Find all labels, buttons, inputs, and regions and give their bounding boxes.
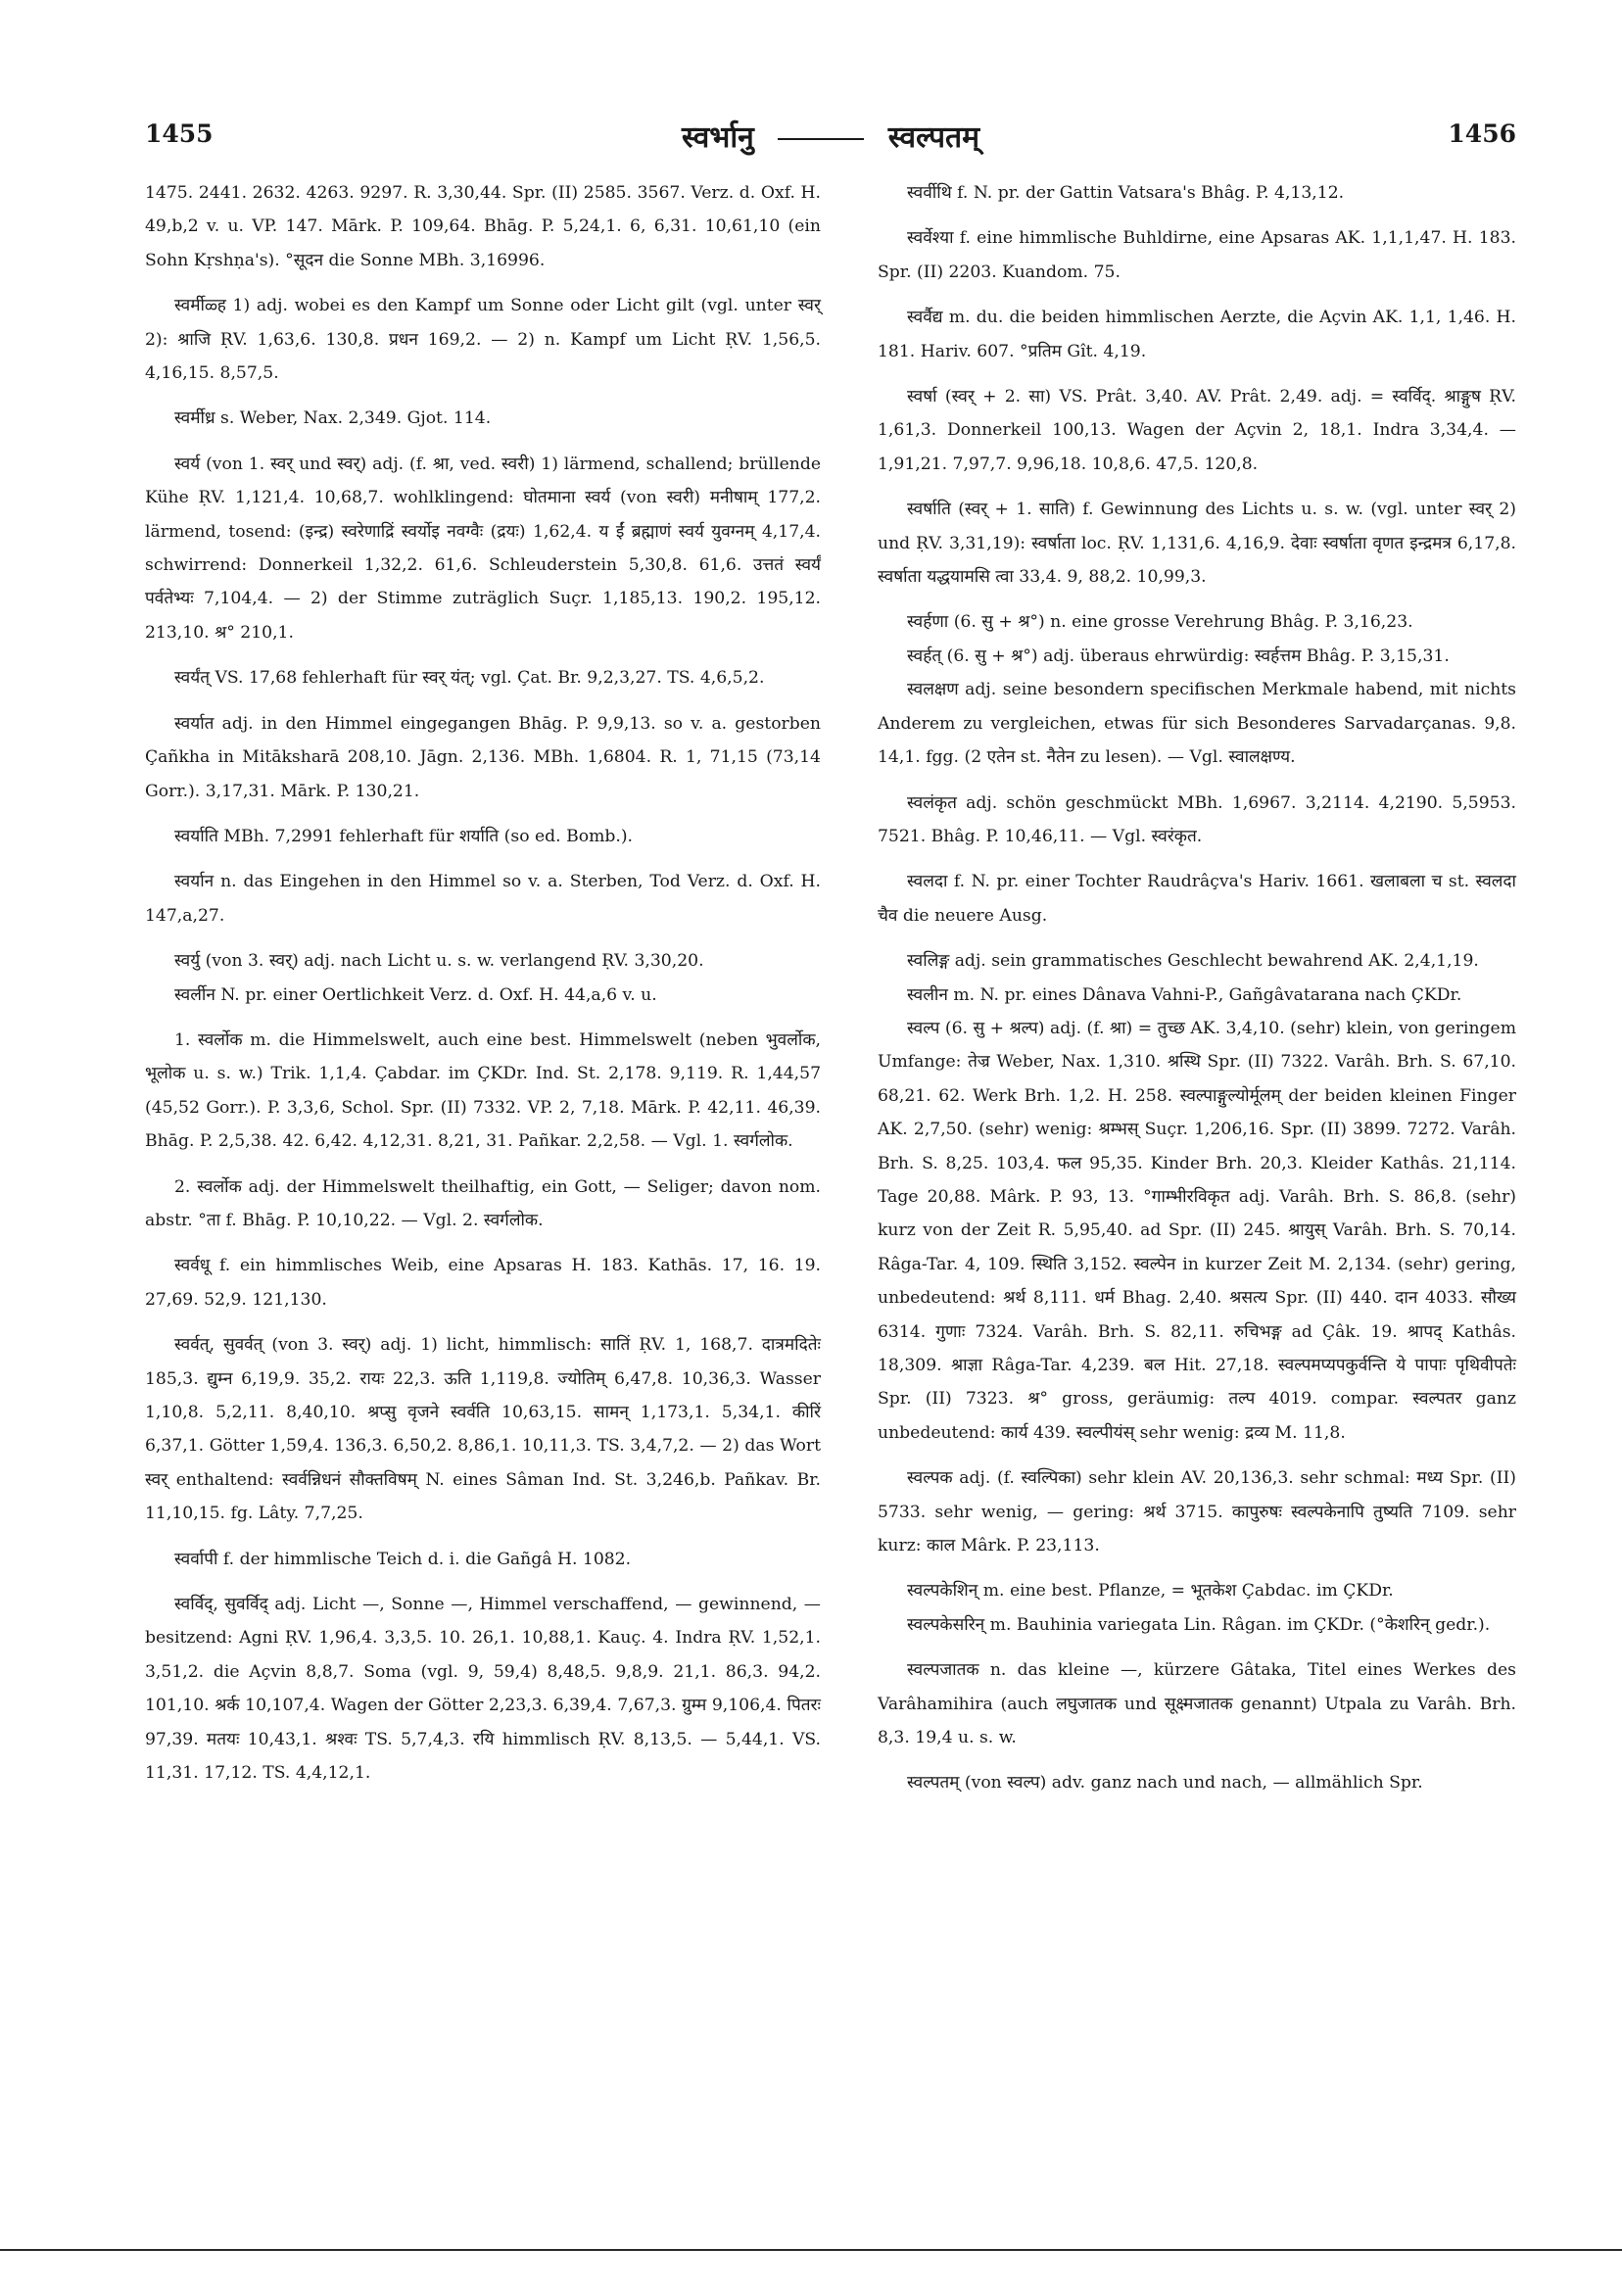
dictionary-entry: स्वलीन m. N. pr. eines Dânava Vahni-P., Gañgâvatarana nach ÇKDr. [907, 984, 1462, 1005]
dictionary-entry: स्वल्पकेसरिन् m. Bauhinia variegata Lin. Râgan. im ÇKDr. (°केशरिन् gedr.). [907, 1614, 1491, 1635]
dictionary-entry: 2. स्वर्लोक adj. der Himmelswelt theilhaftig, ein Gott, — Seliger; davon nom. abstr. °ता f. Bhāg. P. 10,10,22. — Vgl. 2. स्वर्गलोक. [145, 1176, 821, 1230]
running-headword-right: स्वल्पतम् [887, 120, 980, 155]
dictionary-entry: स्वर्यंत् VS. 17,68 fehlerhaft für स्वर् यंत्; vgl. Çat. Br. 9,2,3,27. TS. 4,6,5,2. [174, 668, 765, 689]
dictionary-entry: स्वर्वधू f. ein himmlisches Weib, eine Apsaras H. 183. Kathās. 17, 16. 19. 27,69. 52,9. 121,130. [145, 1256, 821, 1310]
dictionary-entry: स्वर्य (von 1. स्वर् und स्वर्) adj. (f. श्रा, ved. स्वरी) 1) lärmend, schallend; brüllende Kühe ṚV. 1,121,4. 10,68,7. wohlklingend: घोतमाना स्वर्य (von स्वरी) मनीषाम् 177,2. lärmend, tosend: (इन्द्र) स्वरेणाद्रिं स्वर्योइ नवग्वैः (द्रयः) 1,62,4. य ईं ब्रह्माणं स्वर्य युवग्नम् 4,17,4. schwirrend: Donnerkeil 1,32,2. 61,6. Schleuderstein 5,30,8. 61,6. उत्ततं स्वर्यं पर्वतेभ्यः 7,104,4. — 2) der Stimme zuträglich Suçr. 1,185,13. 190,2. 195,12. 213,10. श्र° 210,1. [145, 454, 821, 643]
dictionary-entry: स्वर्मीळ्ह 1) adj. wobei es den Kampf um Sonne oder Licht gilt (vgl. unter स्वर् 2): श्राजि ṚV. 1,63,6. 130,8. प्रधन 169,2. — 2) n. Kampf um Licht ṚV. 1,56,5. 4,16,15. 8,57,5. [145, 296, 821, 384]
dictionary-entry: स्वलक्षण adj. seine besondern specifischen Merkmale habend, mit nichts Anderem zu vergleichen, etwas für sich Besonderes Sarvadarçanas. 9,8. 14,1. fgg. (2 एतेन st. नैतेन zu lesen). — Vgl. स्वालक्षण्य. [878, 680, 1516, 768]
dictionary-entry: स्वलदा f. N. pr. einer Tochter Raudrâçva's Hariv. 1661. खलाबला च st. स्वलदा चैव die neuere Ausg. [878, 872, 1516, 926]
dictionary-entry: स्वर्वीथि f. N. pr. der Gattin Vatsara's Bhâg. P. 4,13,12. [907, 183, 1345, 203]
dictionary-entry: स्वर्यात adj. in den Himmel eingegangen Bhāg. P. 9,9,13. so v. a. gestorben Çañkha in Mitāksharā 208,10. Jāgn. 2,136. MBh. 1,6804. R. 1, 71,15 (73,14 Gorr.). 3,17,31. Mārk. P. 130,21. [145, 713, 821, 801]
left-column [145, 176, 821, 1790]
dictionary-entry: 1475. 2441. 2632. 4263. 9297. R. 3,30,44. Spr. (II) 2585. 3567. Verz. d. Oxf. H. 49,b,2 v. u. VP. 147. Mārk. P. 109,64. Bhāg. P. 5,24,1. 6, 6,31. 10,61,10 (ein Sohn Kṛshṇa's). °सूदन die Sonne MBh. 3,16996. [145, 183, 821, 270]
dictionary-entry: 1. स्वर्लोक m. die Himmelswelt, auch eine best. Himmelswelt (neben भुवर्लोक, भूलोक u. s. w.) Trik. 1,1,4. Çabdar. im ÇKDr. Ind. St. 2,178. 9,119. R. 1,44,57 (45,52 Gorr.). P. 3,3,6, Schol. Spr. (II) 7332. VP. 2, 7,18. Mārk. P. 42,11. 46,39. Bhāg. P. 2,5,38. 42. 6,42. 4,12,31. 8,21, 31. Pañkar. 2,2,58. — Vgl. 1. स्वर्गलोक. [145, 1029, 821, 1152]
dictionary-entry: स्वर्यु (von 3. स्वर्) adj. nach Licht u. s. w. verlangend ṚV. 3,30,20. [174, 951, 704, 972]
dictionary-entry: स्वल्पजातक n. das kleine —, kürzere Gâtaka, Titel eines Werkes des Varâhamihira (auch लघुजातक und सूक्ष्मजातक genannt) Utpala zu Varâh. Brh. 8,3. 19,4 u. s. w. [878, 1660, 1516, 1748]
dictionary-entry: स्वर्वापी f. der himmlische Teich d. i. die Gañgâ H. 1082. [174, 1549, 632, 1569]
dictionary-entry: स्वर्वैद्य m. du. die beiden himmlischen Aerzte, die Açvin AK. 1,1, 1,46. H. 181. Hariv. 607. °प्रतिम Gît. 4,19. [878, 308, 1516, 361]
dictionary-entry: स्वर्यान n. das Eingehen in den Himmel so v. a. Sterben, Tod Verz. d. Oxf. H. 147,a,27. [145, 872, 821, 926]
dictionary-entry: स्वलिङ्ग adj. sein grammatisches Geschlecht bewahrend AK. 2,4,1,19. [907, 951, 1479, 972]
dictionary-entry: स्वर्हत् (6. सु + श्र°) adj. überaus ehrwürdig: स्वर्हत्तम Bhâg. P. 3,15,31. [907, 646, 1450, 666]
dictionary-entry: स्वर्षा (स्वर् + 2. सा) VS. Prât. 3,40. AV. Prât. 2,49. adj. = स्वर्विद्. श्राङ्गुष ṚV. 1,61,3. Donnerkeil 100,13. Wagen der Açvin 2, 18,1. Indra 3,34,4. — 1,91,21. 7,97,7. 9,96,18. 10,8,6. 47,5. 120,8. [878, 387, 1516, 474]
dictionary-entry: स्वलंकृत adj. schön geschmückt MBh. 1,6967. 3,2114. 4,2190. 5,5953. 7521. Bhâg. P. 10,46,11. — Vgl. स्वरंकृत. [878, 792, 1516, 846]
dictionary-entry: स्वर्याति MBh. 7,2991 fehlerhaft für शर्याति (so ed. Bomb.). [174, 826, 634, 846]
right-page-number: 1456 [1448, 120, 1516, 148]
dictionary-entry: स्वर्षाति (स्वर् + 1. साति) f. Gewinnung des Lichts u. s. w. (vgl. unter स्वर् 2) und ṚV. 3,31,19): स्वर्षाता loc. ṚV. 1,131,6. 4,16,9. देवाः स्वर्षाता वृणत इन्द्रमत्र 6,17,8. स्वर्षाता यद्धयामसि त्वा 33,4. 9, 88,2. 10,99,3. [878, 500, 1516, 588]
dictionary-entry: स्वर्मीध्र s. Weber, Nax. 2,349. Gjot. 114. [174, 408, 492, 429]
left-page-number: 1455 [145, 120, 214, 148]
dictionary-entry: स्वर्वत्, सुवर्वत् (von 3. स्वर्) adj. 1) licht, himmlisch: सातिं ṚV. 1, 168,7. दात्रमदितेः 185,3. द्युम्न 6,19,9. 35,2. रायः 22,3. ऊति 1,119,8. ज्योतिम् 6,47,8. 10,36,3. Wasser 1,10,8. 5,2,11. 8,40,10. श्रप्सु वृजने स्वर्वति 10,63,15. सामन् 1,173,1. 5,34,1. कीरिं 6,37,1. Götter 1,59,4. 136,3. 6,50,2. 8,86,1. 10,11,3. TS. 3,4,7,2. — 2) das Wort स्वर् enthaltend: स्वर्वन्निधनं सौक्तविषम् N. eines Sâman Ind. St. 3,246,b. Pañkav. Br. 11,10,15. fg. Lâty. 7,7,25. [145, 1335, 821, 1524]
dictionary-entry: स्वर्लीन N. pr. einer Oertlichkeit Verz. d. Oxf. H. 44,a,6 v. u. [174, 984, 657, 1005]
dictionary-entry: स्वल्पतम् (von स्वल्प) adv. ganz nach und nach, — allmählich Spr. [907, 1773, 1423, 1794]
dictionary-entry: स्वल्प (6. सु + श्रल्प) adj. (f. श्रा) = तुच्छ AK. 3,4,10. (sehr) klein, von geringem Umfange: तेज्र Weber, Nax. 1,310. श्रस्थि Spr. (II) 7322. Varâh. Brh. S. 67,10. 68,21. 62. Werk Brh. 1,2. H. 258. स्वल्पाङ्गुल्योर्मूलम् der beiden kleinen Finger AK. 2,7,50. (sehr) wenig: श्रम्भस् Suçr. 1,206,16. Spr. (II) 3899. 7272. Varâh. Brh. S. 8,25. 103,4. फल 95,35. Kinder Brh. 20,3. Kleider Kathâs. 21,114. Tage 20,88. Mârk. P. 93, 13. °गाम्भीरविकृत adj. Varâh. Brh. S. 86,8. (sehr) kurz von der Zeit R. 5,95,40. ad Spr. (II) 245. श्रायुस् Varâh. Brh. S. 70,14. Râga-Tar. 4, 109. स्थिति 3,152. स्वल्पेन in kurzer Zeit M. 2,134. (sehr) gering, unbedeutend: श्रर्थ 8,111. धर्म Bhag. 2,40. श्रसत्य Spr. (II) 440. दान 4033. सौख्य 6314. गुणाः 7324. Varâh. Brh. S. 82,11. रुचिभङ्ग ad Çâk. 19. श्रापद् Kathâs. 18,309. श्राज्ञा Râga-Tar. 4,239. बल Hit. 27,18. स्वल्पमप्यपकुर्वन्ति ये पापाः पृथिवीपतेः Spr. (II) 7323. श्र° gross, geräumig: तल्प 4019. compar. स्वल्पतर ganz unbedeutend: कार्य 439. स्वल्पीयंस् sehr wenig: द्रव्य M. 11,8. [878, 1018, 1516, 1443]
dictionary-entry: स्वर्वेश्या f. eine himmlische Buhldirne, eine Apsaras AK. 1,1,1,47. H. 183. Spr. (II) 2203. Kuandom. 75. [878, 228, 1516, 282]
running-header [145, 116, 1516, 161]
running-headword-left: स्वर्भानु [681, 120, 754, 155]
right-column [878, 176, 1516, 1800]
dictionary-entry: स्वल्पकेशिन् m. eine best. Pflanze, = भूतकेश Çabdac. im ÇKDr. [907, 1581, 1394, 1602]
headword-dash [778, 138, 864, 140]
dictionary-entry: स्वर्हणा (6. सु + श्र°) n. eine grosse Verehrung Bhâg. P. 3,16,23. [907, 612, 1413, 633]
dictionary-entry: स्वल्पक adj. (f. स्वल्पिका) sehr klein AV. 20,136,3. sehr schmal: मध्य Spr. (II) 5733. sehr wenig, — gering: श्रर्थ 3715. कापुरुषः स्वल्पकेनापि तुष्यति 7109. sehr kurz: काल Mârk. P. 23,113. [878, 1468, 1516, 1556]
running-title [145, 116, 1516, 156]
bottom-rule [0, 2249, 1622, 2251]
dictionary-entry: स्वर्विद्, सुवर्विद् adj. Licht —, Sonne —, Himmel verschaffend, — gewinnend, — besitzend: Agni ṚV. 1,96,4. 3,3,5. 10. 26,1. 10,88,1. Kauç. 4. Indra ṚV. 1,52,1. 3,51,2. die Açvin 8,8,7. Soma (vgl. 9, 59,4) 8,48,5. 9,8,9. 21,1. 86,3. 94,2. 101,10. श्रर्क 10,107,4. Wagen der Götter 2,23,3. 6,39,4. 7,67,3. ग्रुम्म 9,106,4. पितरः 97,39. मतयः 10,43,1. श्रश्वः TS. 5,7,4,3. रयि himmlisch ṚV. 8,13,5. — 5,44,1. VS. 11,31. 17,12. TS. 4,4,12,1. [145, 1595, 821, 1784]
